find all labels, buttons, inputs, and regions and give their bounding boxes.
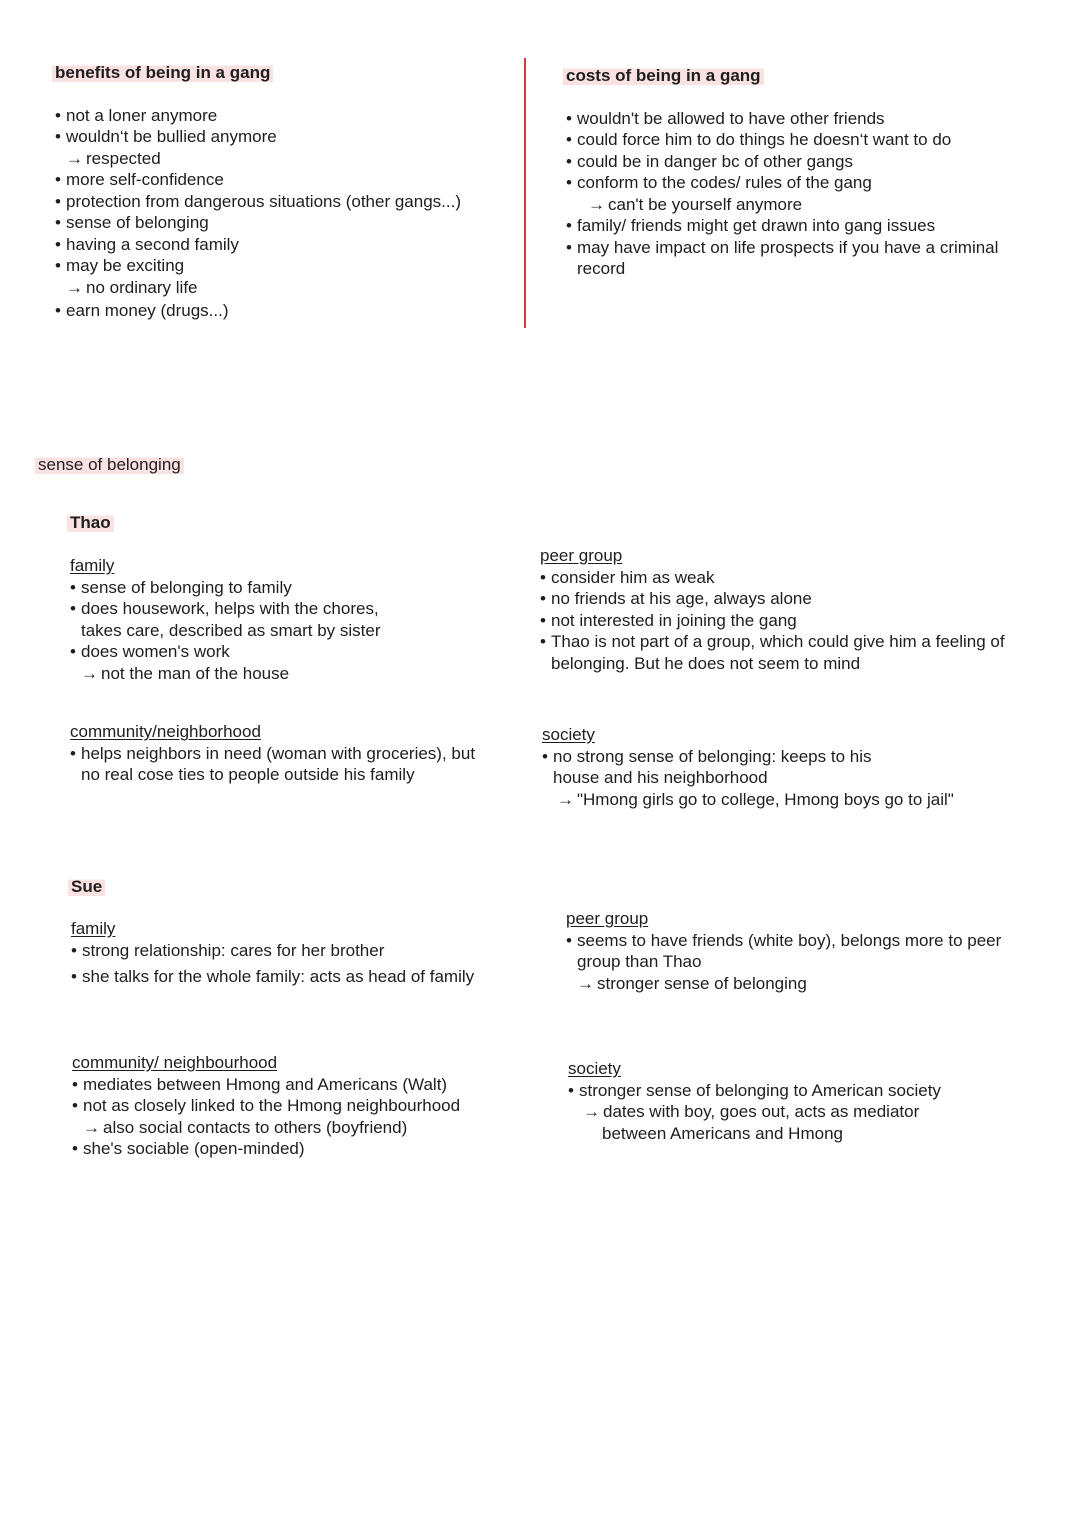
thao-peer-list xyxy=(540,567,1005,675)
list-item: • Thao is not part of a group, which could give him a feeling of xyxy=(540,631,1005,653)
list-item: • sense of belonging to family xyxy=(70,577,381,599)
subheading: peer group xyxy=(540,546,623,565)
costs-list xyxy=(566,108,998,280)
column-divider xyxy=(524,58,526,328)
thao-family-list xyxy=(70,577,381,685)
list-item: • helps neighbors in need (woman with groceries), but xyxy=(70,743,475,765)
subheading: society xyxy=(542,725,595,744)
sue-society-list xyxy=(568,1080,941,1145)
list-item: • could be in danger bc of other gangs xyxy=(566,151,998,173)
list-item: • strong relationship: cares for her brother xyxy=(71,940,474,962)
list-item: takes care, described as smart by sister xyxy=(81,620,381,640)
list-item: • having a second family xyxy=(55,234,461,256)
list-item: • no friends at his age, always alone xyxy=(540,588,1005,610)
thao-community xyxy=(70,721,475,786)
sue-peer-list xyxy=(566,930,1001,995)
list-item: • she talks for the whole family: acts as head of family xyxy=(71,966,474,988)
subheading: society xyxy=(568,1059,621,1078)
list-item: → also social contacts to others (boyfriend) xyxy=(83,1117,408,1137)
arrow-icon: → xyxy=(83,1117,100,1137)
arrow-icon: → xyxy=(66,277,83,297)
list-item: • may have impact on life prospects if you have a criminal xyxy=(566,237,998,259)
list-item: • not as closely linked to the Hmong neighbourhood xyxy=(72,1095,460,1117)
list-item: → dates with boy, goes out, acts as mediator xyxy=(583,1102,920,1121)
list-item: no real cose ties to people outside his family xyxy=(81,765,415,784)
list-item: → no ordinary life xyxy=(66,277,198,297)
arrow-icon: → xyxy=(583,1102,600,1121)
list-item: • protection from dangerous situations (other gangs...) xyxy=(55,191,461,213)
list-item: • does women's work xyxy=(70,641,381,663)
thao-heading xyxy=(70,512,114,534)
sue-heading xyxy=(71,876,105,898)
arrow-icon: → xyxy=(66,148,83,168)
list-item: → can't be yourself anymore xyxy=(588,194,803,214)
list-item: • seems to have friends (white boy), belongs more to peer xyxy=(566,930,1001,952)
list-item: • stronger sense of belonging to American society xyxy=(568,1080,941,1102)
list-item: → respected xyxy=(66,148,161,168)
list-item: • mediates between Hmong and Americans (Walt) xyxy=(72,1074,460,1096)
subheading: family xyxy=(71,919,116,938)
subheading: community/ neighbourhood xyxy=(72,1053,278,1072)
sue-community-list xyxy=(72,1074,460,1160)
benefits-heading: benefits of being in a gang xyxy=(52,62,273,84)
list-item: • family/ friends might get drawn into gang issues xyxy=(566,215,998,237)
arrow-icon: → xyxy=(588,194,605,214)
sue-peer-group xyxy=(566,908,1001,994)
sue-society xyxy=(568,1058,941,1144)
arrow-icon: → xyxy=(577,973,594,993)
list-item: • could force him to do things he doesn‘t want to do xyxy=(566,129,998,151)
list-item: group than Thao xyxy=(577,952,702,971)
thao-society xyxy=(542,724,954,810)
subheading: community/neighborhood xyxy=(70,722,261,741)
thao-community-list xyxy=(70,743,475,786)
sue-family-list xyxy=(71,940,474,988)
list-item: • sense of belonging xyxy=(55,212,461,234)
list-item: • she's sociable (open-minded) xyxy=(72,1138,460,1160)
benefits-list xyxy=(55,105,461,322)
list-item: house and his neighborhood xyxy=(553,768,768,787)
list-item: • conform to the codes/ rules of the gang xyxy=(566,172,998,194)
list-item: • not a loner anymore xyxy=(55,105,461,127)
arrow-icon: → xyxy=(81,663,98,683)
list-item: • does housework, helps with the chores, xyxy=(70,598,381,620)
subheading: peer group xyxy=(566,909,649,928)
list-item: • more self-confidence xyxy=(55,169,461,191)
list-item: between Americans and Hmong xyxy=(602,1123,843,1143)
list-item: • no strong sense of belonging: keeps to his xyxy=(542,746,954,768)
section-heading xyxy=(38,454,184,476)
list-item: • may be exciting xyxy=(55,255,461,277)
person-name: Sue xyxy=(68,876,105,898)
list-item: record xyxy=(577,259,626,278)
arrow-icon: → xyxy=(557,789,574,809)
list-item: • wouldn‘t be bullied anymore xyxy=(55,126,461,148)
list-item: • consider him as weak xyxy=(540,567,1005,589)
sue-family xyxy=(71,918,474,988)
costs-section xyxy=(566,65,998,280)
list-item: → "Hmong girls go to college, Hmong boys go to jail" xyxy=(557,789,954,809)
costs-heading: costs of being in a gang xyxy=(563,65,764,87)
section-title: sense of belonging xyxy=(35,454,184,476)
list-item: belonging. But he does not seem to mind xyxy=(551,653,861,673)
subheading: family xyxy=(70,556,115,575)
person-name: Thao xyxy=(67,512,114,534)
list-item: • earn money (drugs...) xyxy=(55,300,461,322)
thao-family xyxy=(70,555,381,684)
benefits-section xyxy=(55,62,461,322)
list-item: → stronger sense of belonging xyxy=(577,973,807,993)
list-item: → not the man of the house xyxy=(81,663,290,683)
sue-community xyxy=(72,1052,460,1160)
list-item: • wouldn't be allowed to have other friends xyxy=(566,108,998,130)
thao-peer-group xyxy=(540,545,1005,674)
list-item: • not interested in joining the gang xyxy=(540,610,1005,632)
thao-society-list xyxy=(542,746,954,811)
